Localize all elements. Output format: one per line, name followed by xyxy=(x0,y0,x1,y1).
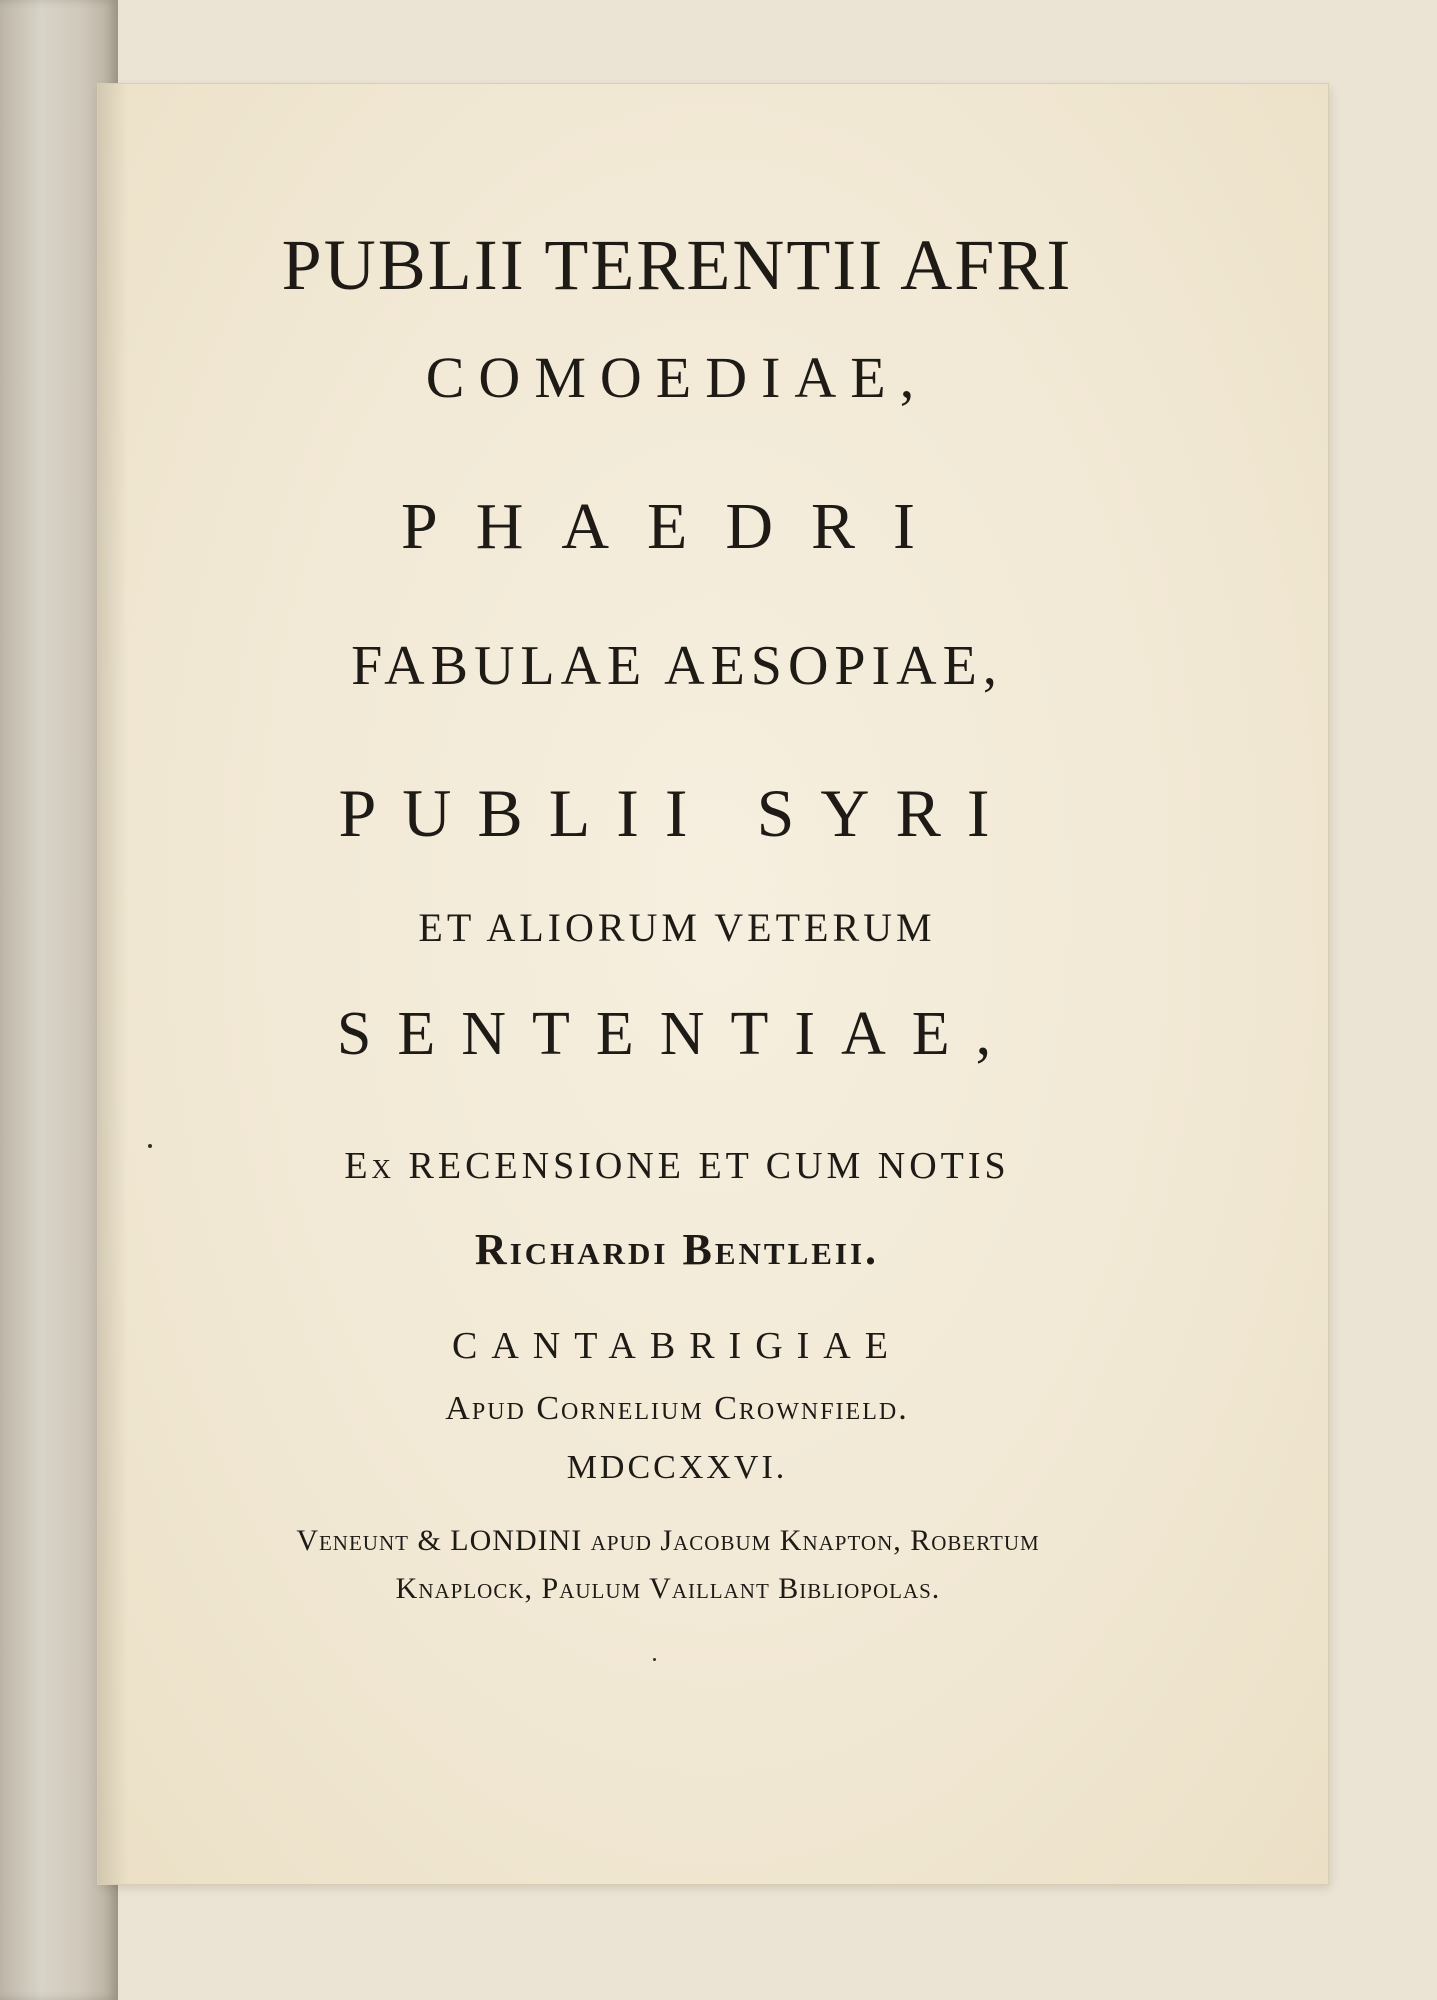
title-line-comoediae: COMOEDIAE, xyxy=(425,345,929,410)
editor-name: Richardi Bentleii. xyxy=(474,1225,880,1274)
title-line-author: PUBLII TERENTII AFRI xyxy=(281,225,1073,305)
sellers-line-2: Knaplock, Paulum Vaillant Bibliopolas. xyxy=(395,1572,941,1605)
imprint-year: MDCCXXVI. xyxy=(566,1449,788,1486)
title-line-publii-syri: PUBLII SYRI xyxy=(338,775,1016,851)
editor-intro-line: Ex RECENSIONE ET CUM NOTIS xyxy=(344,1145,1010,1187)
title-line-fabulae: FABULAE AESOPIAE, xyxy=(351,635,1003,697)
ink-speck xyxy=(148,1144,152,1148)
title-page xyxy=(98,84,1328,1884)
ink-speck xyxy=(653,1658,656,1661)
title-line-phaedri: PHAEDRI xyxy=(400,490,953,563)
title-line-veterum: ET ALIORUM VETERUM xyxy=(418,905,936,950)
title-line-sententiae: SENTENTIAE, xyxy=(336,1000,1018,1068)
imprint-printer: Apud Cornelium Crownfield. xyxy=(445,1390,909,1427)
imprint-place: CANTABRIGIAE xyxy=(452,1325,902,1367)
sellers-line-1: Veneunt & LONDINI apud Jacobum Knapton, Robertum xyxy=(296,1524,1040,1557)
